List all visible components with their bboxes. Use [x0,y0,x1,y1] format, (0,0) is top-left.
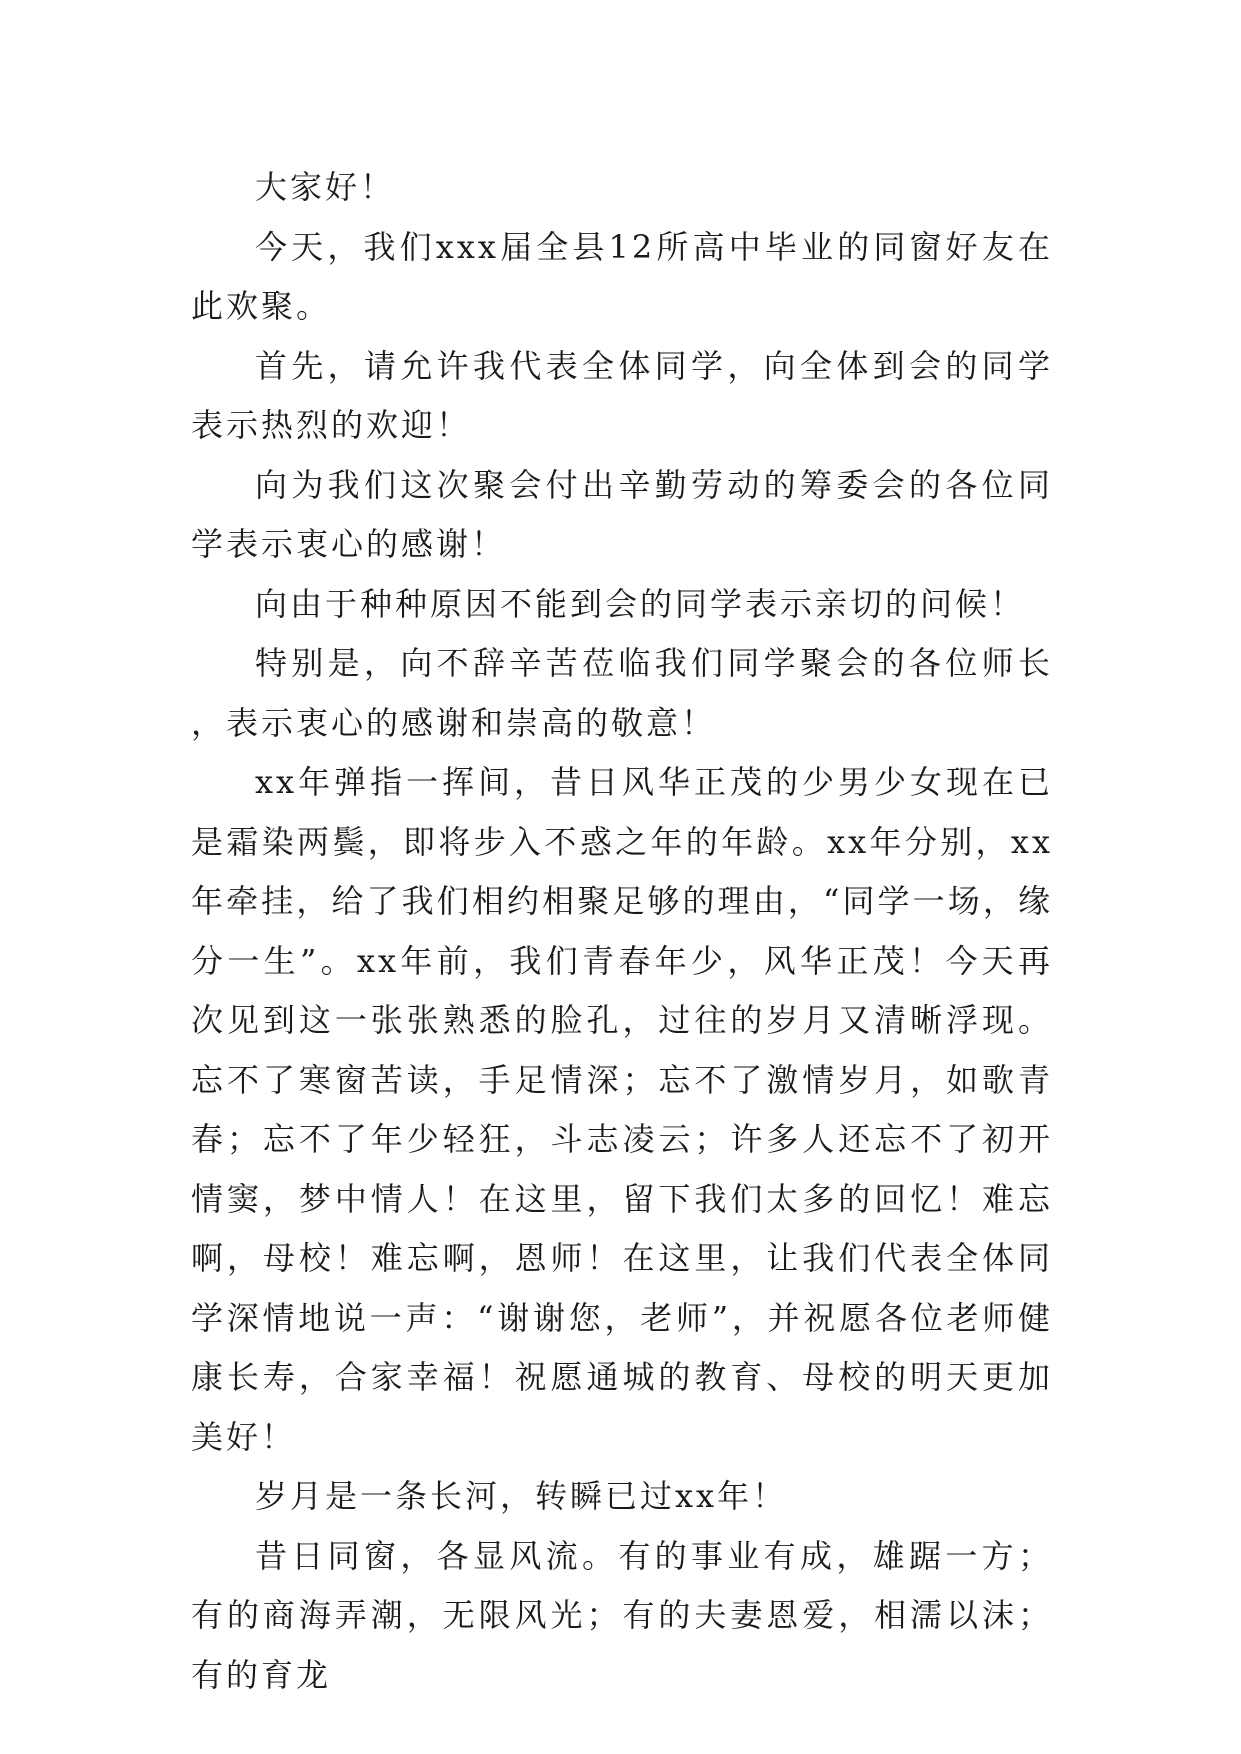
paragraph-greeting: 大家好！ [255,168,396,206]
paragraph-thanks-committee: 向为我们这次聚会付出辛勤劳动的筹委会的各位同学表示衷心的感谢！ [191,465,1053,563]
document-body [191,158,1053,1705]
paragraph-thanks-teachers: 特别是，向不辞辛苦莅临我们同学聚会的各位师长，表示衷心的感谢和崇高的敬意！ [191,644,1053,742]
paragraph-welcome: 首先，请允许我代表全体同学，向全体到会的同学表示热烈的欢迎！ [191,346,1053,444]
paragraph-memories: xx年弹指一挥间，昔日风华正茂的少男少女现在已是霜染两鬓，即将步入不惑之年的年龄。xx年分别，xx年牵挂，给了我们相约相聚足够的理由，“同学一场，缘分一生”。xx年前，我们青春年少，风华正茂！今天再次见到这一张张熟悉的脸孔，过往的岁月又清晰浮现。忘不了寒窗苦读，手足情深；忘不了激情岁月，如歌青春；忘不了年少轻狂，斗志凌云；许多人还忘不了初开情窦，梦中情人！在这里，留下我们太多的回忆！难忘啊，母校！难忘啊，恩师！在这里，让我们代表全体同学深情地说一声：“谢谢您，老师”，并祝愿各位老师健康长寿，合家幸福！祝愿通城的教育、母校的明天更加美好！ [191,763,1053,1456]
paragraph-years-river: 岁月是一条长河，转瞬已过xx年！ [255,1477,788,1515]
paragraph-gathering: 今天，我们xxx届全县12所高中毕业的同窗好友在此欢聚。 [191,227,1053,325]
paragraph-greetings-absent: 向由于种种原因不能到会的同学表示亲切的问候！ [255,584,1026,623]
paragraph-classmates: 昔日同窗，各显风流。有的事业有成，雄踞一方；有的商海弄潮，无限风光；有的夫妻恩爱，相濡以沫；有的育龙 [191,1536,1053,1694]
